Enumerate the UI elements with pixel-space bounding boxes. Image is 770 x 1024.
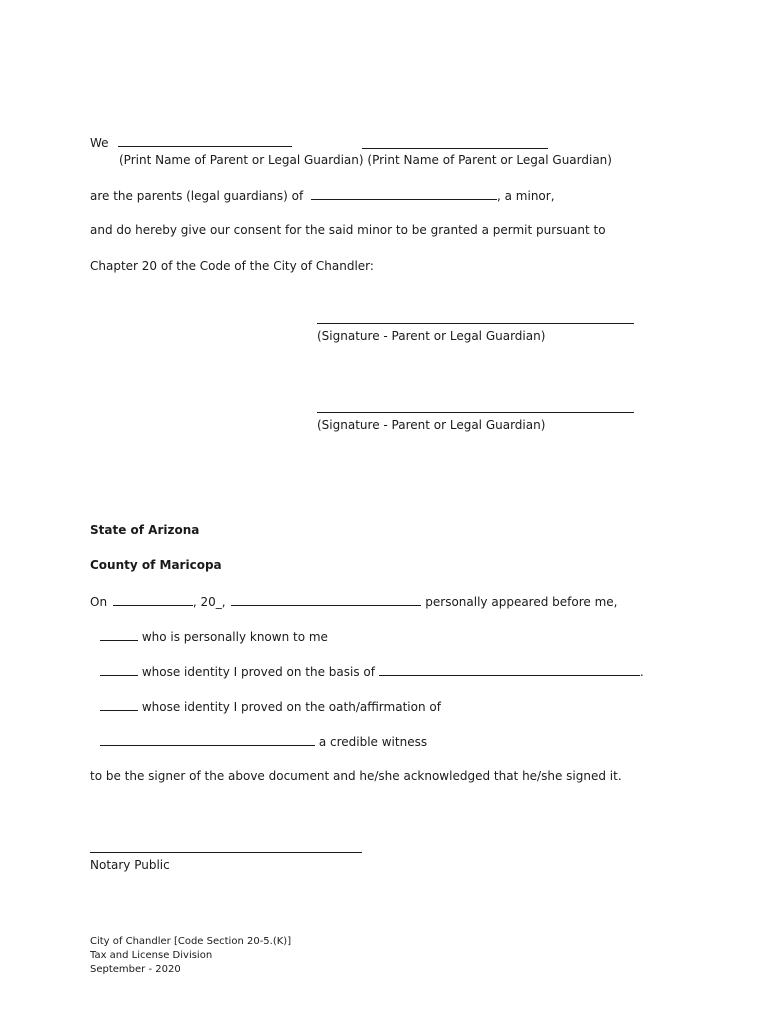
identity-basis-end: . [639, 665, 644, 679]
notary-caption: Notary Public [90, 858, 170, 872]
minor-name-field[interactable] [311, 187, 497, 200]
notary-signature-line[interactable] [90, 852, 362, 853]
state-heading: State of Arizona [90, 523, 200, 537]
we-label: We [90, 136, 109, 150]
parent-name-field-2[interactable] [362, 148, 548, 149]
footer-division: Tax and License Division [90, 950, 213, 961]
minor-line-prefix: are the parents (legal guardians) of [90, 189, 304, 203]
option-known-checkbox[interactable] [100, 628, 138, 641]
chapter-line: Chapter 20 of the Code of the City of Chandler: [90, 259, 374, 273]
signature-caption-1: (Signature - Parent or Legal Guardian) [317, 329, 546, 343]
credible-witness-label: a credible witness [318, 735, 428, 749]
signature-caption-2: (Signature - Parent or Legal Guardian) [317, 418, 546, 432]
credible-witness-line [100, 733, 427, 750]
year-blank[interactable]: _ [215, 595, 222, 609]
guardian-caption-1: (Print Name of Parent or Legal Guardian) [119, 153, 364, 167]
parent-names-line [90, 134, 292, 151]
signature-line-2[interactable] [317, 412, 634, 413]
option-known [100, 628, 328, 645]
appearer-name-field[interactable] [231, 593, 421, 606]
signature-line-1[interactable] [317, 323, 634, 324]
date-field[interactable] [113, 593, 193, 606]
option-identity-label: whose identity I proved on the basis of [141, 665, 375, 679]
appeared-text: personally appeared before me, [425, 595, 618, 609]
consent-line: and do hereby give our consent for the said minor to be granted a permit pursuant to [90, 223, 606, 237]
footer-code-section: City of Chandler [Code Section 20-5.(K)] [90, 936, 292, 947]
option-oath-checkbox[interactable] [100, 698, 138, 711]
on-label: On [90, 595, 108, 609]
footer-date: September - 2020 [90, 964, 181, 975]
year-prefix: , 20 [192, 595, 216, 609]
minor-line-suffix: , a minor, [497, 189, 555, 203]
identity-basis-field[interactable] [379, 663, 640, 676]
guardian-caption-2: (Print Name of Parent or Legal Guardian) [367, 153, 612, 167]
year-sep: , [221, 595, 226, 609]
parent-name-field-1[interactable] [118, 134, 292, 147]
option-identity-checkbox[interactable] [100, 663, 138, 676]
option-identity-basis [100, 663, 644, 680]
county-heading: County of Maricopa [90, 558, 222, 572]
minor-line [90, 187, 555, 204]
closing-statement: to be the signer of the above document and he/she acknowledged that he/she signed it. [90, 769, 622, 783]
appearance-line [90, 593, 617, 610]
option-oath [100, 698, 441, 715]
option-known-label: who is personally known to me [141, 630, 328, 644]
credible-witness-field[interactable] [100, 733, 315, 746]
guardian-captions [119, 152, 612, 168]
option-oath-label: whose identity I proved on the oath/affirmation of [141, 700, 441, 714]
